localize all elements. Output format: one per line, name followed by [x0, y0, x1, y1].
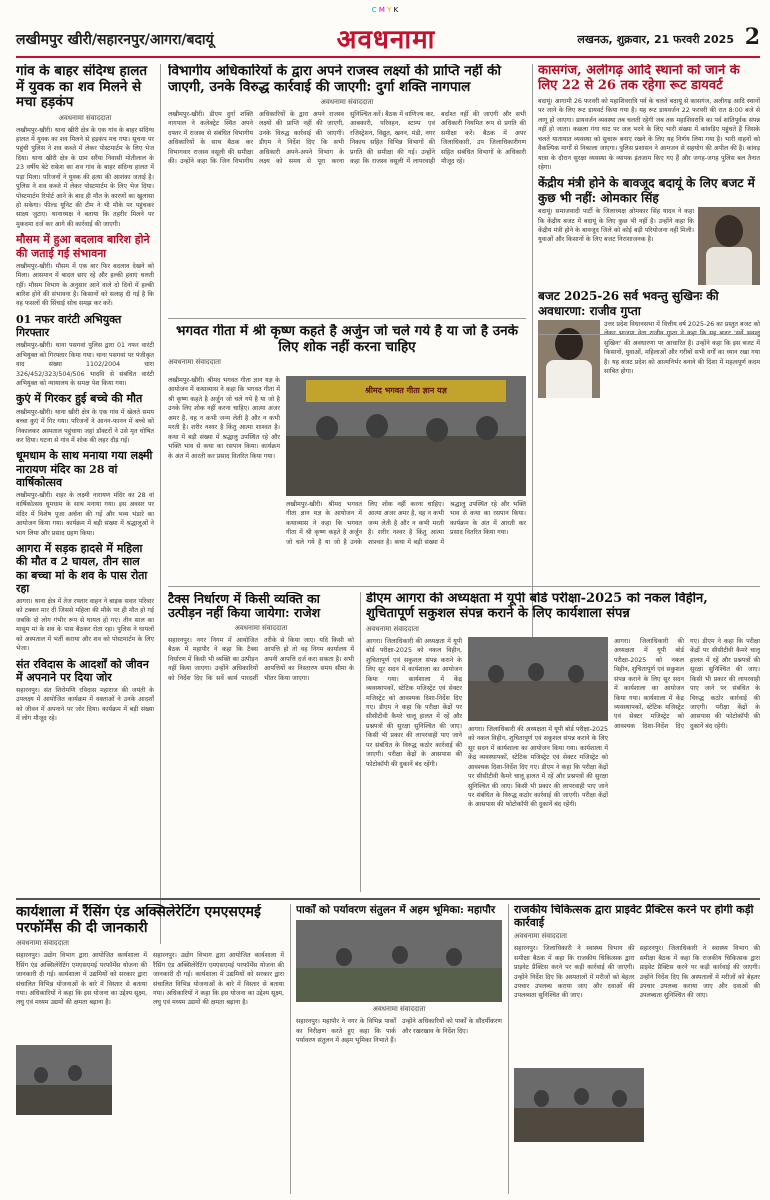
- page-number: 2: [744, 24, 760, 50]
- byline: अवधनामा संवाददाता: [168, 358, 221, 367]
- story-body: लखीमपुर-खीरी। थाना पसगवां पुलिस द्वारा 01 नफर वारंटी अभियुक्त को गिरफ्तार किया गया। थाना पसगवां पर पंजीकृत वाद संख्या 1102/2004 धारा 326/452/323/504/506 भादवि से संबंधित वारंटी अभियुक्त को न्यायालय के समक्ष पेश किया गया।: [16, 342, 154, 388]
- story-route-diversion: [538, 64, 760, 664]
- sub-headline: बजट 2025-26 सर्व भवन्तु सुखिनः की अवधारणा: राजीव गुप्ता: [538, 289, 719, 318]
- story-headline: विभागीय अधिकारियों के द्वारा अपने राजस्व लक्ष्यों की प्राप्ति नहीं की जाएगी, उनके विरुद्ध कार्रवाई की जाएगी: दुर्गा शक्ति नागपाल: [168, 64, 502, 95]
- story-headline: कासगंज, अलीगढ़ आदि स्थानों को जाने के लिए 22 से 26 तक रहेगा रूट डायवर्ट: [538, 64, 740, 93]
- edition-list: लखीमपुर खीरी/सहारनपुर/आगरा/बदायूं: [16, 32, 214, 48]
- byline: अवधनामा संवाददाता: [234, 623, 288, 632]
- issue-date: लखनऊ, शुक्रवार, 21 फरवरी 2025: [577, 33, 734, 46]
- story-body: आगरा। जिलाधिकारी की अध्यक्षता में यूपी बोर्ड परीक्षा-2025 को नकल विहीन, शुचितापूर्ण एवं सकुशल संपन्न कराने के लिए सूर सदन में कार्यशाला का आयोजन किया गया। कार्यशाला में केंद्र व्यवस्थापकों, स्टेटिक मजिस्ट्रेट एवं सेक्टर मजिस्ट्रेट को आवश्यक दिशा-निर्देश दिए गए। डीएम ने कहा कि परीक्षा केंद्रों पर सीसीटीवी कैमरे चालू हालत में रहें और प्रश्नपत्रों की सुरक्षा सुनिश्चित की जाए। किसी भी प्रकार की लापरवाही पाए जाने पर संबंधित के विरुद्ध कठोर कार्रवाई की जाएगी। परीक्षा केंद्रों के आसपास की फोटोकॉपी की दुकानें बंद रहेंगी।: [366, 637, 462, 768]
- story-headline: पार्कों को पर्यावरण संतुलन में अहम भूमिका: महापौर: [296, 904, 496, 916]
- masthead: [16, 18, 760, 58]
- photo-banner-text: श्रीमद भगवत गीता ज्ञान यज्ञ: [365, 386, 447, 395]
- story-headline: गांव के बाहर संदिग्ध हालत में युवक का शव मिलने से मचा हड़कंप: [16, 64, 148, 111]
- event-photo: [286, 376, 526, 496]
- logo-text: अवधनामा: [336, 25, 436, 55]
- story-body: सहारनपुर। उद्योग विभाग द्वारा आयोजित कार्यशाला में रैंसिंग एंड अक्सिलेरेटिंग एमएसएमई परफॉर्मेंस योजना की जानकारी दी गई। कार्यशाला में उद्यमियों को सरकार द्वारा संचालित विभिन्न योजनाओं के बारे में विस्तार से बताया गया। अधिकारियों ने कहा कि इस योजना का उद्देश्य सूक्ष्म, लघु एवं मध्यम उद्यमों की क्षमता बढ़ाना है।: [16, 952, 147, 1007]
- sub-headline: केंद्रीय मंत्री होने के बावजूद बदायूं के लिए बजट में कुछ भी नहीं: ओमकार सिंह: [538, 176, 755, 205]
- story-parks-environment: [296, 904, 502, 1194]
- byline: अवधनामा संवाददाता: [16, 939, 69, 948]
- sub-headline: 01 नफर वारंटी अभियुक्त गिरफ्तार: [16, 312, 122, 340]
- story-body: लखीमपुर-खीरी। मौसम में एक बार फिर बदलाव देखने को मिला। आसमान में बादल छाए रहे और हल्की हवाएं चलती रहीं। मौसम विभाग के अनुसार आने वाले दो दिनों में हल्की बारिश होने की संभावना है। किसानों को सलाह दी गई है कि वह फसलों की सिंचाई सोच समझ कर करें।: [16, 262, 154, 308]
- meeting-photo: [514, 1068, 644, 1142]
- byline: अवधनामा संवाददाता: [372, 1005, 426, 1014]
- story-body: लखीमपुर-खीरी। थाना खीरी क्षेत्र के एक गांव के बाहर संदिग्ध हालत में युवक का शव मिलने से हड़कंप मच गया। सूचना पर पहुंची पुलिस ने शव कब्जे में लेकर पोस्टमार्टम के लिए भेज दिया। थाना खीरी क्षेत्र के ग्राम सरैंया निवासी मोतीलाल के 23 वर्षीय बेटे राकेश का शव गांव के बाहर संदिग्ध हालत में पड़ा मिला। परिजनों ने युवक की हत्या की आशंका जताई है। पुलिस ने शव कब्जे में लेकर पोस्टमार्टम के लिए भेज दिया। पोस्टमार्टम रिपोर्ट आने के बाद ही मौत के कारणों का खुलासा हो सकेगा। फील्ड यूनिट की टीम ने भी मौके पर पहुंचकर साक्ष्य जुटाए। थानाध्यक्ष ने बताया कि तहरीर मिलने पर मुकदमा दर्ज कर आगे की कार्रवाई की जाएगी।: [16, 126, 154, 228]
- story-gita-discourse: [168, 324, 526, 580]
- story-body: बदायूं। आगामी 26 फरवरी को महाशिवरात्रि पर्व के चलते बदायूं से कासगंज, अलीगढ़ आदि स्थानों पर जाने के लिए रूट डायवर्ट किया गया है। यह रूट डायवर्जन 22 फरवरी की रात 8:00 बजे से लागू हो जाएगा। डायवर्जन व्यवस्था तब चलती रहेगी जब तक महाशिवरात्रि का पर्व शांतिपूर्वक संपन्न नहीं हो जाता। कछला गंगा घाट पर जल भरने के लिए भारी संख्या में कांवड़िए पहुंचते हैं जिसके चलते यातायात व्यवस्था को सुचारू बनाए रखने के लिए यह निर्णय लिया गया है। भारी वाहनों को वैकल्पिक मार्गों से निकाला जाएगा। पुलिस प्रशासन ने आमजन से सहयोग की अपील की है। कांवड़ यात्रा के दौरान सुरक्षा व्यवस्था के व्यापक इंतजाम किए गए हैं और जगह-जगह पुलिस बल तैनात रहेगा।: [538, 97, 760, 171]
- byline: अवधनामा संवाददाता: [366, 624, 419, 633]
- story-headline: राजकीय चिकित्सक द्वारा प्राइवेट प्रैक्टिस करने पर होगी कड़ी कार्रवाई: [514, 904, 754, 929]
- portrait-photo: [698, 207, 760, 285]
- sub-headline: आगरा में सड़क हादसे में महिला की मौत व 2 घायल, तीन साल का बच्चा मां के शव के पास रोता रहा: [16, 542, 148, 595]
- story-revenue-review: [168, 64, 526, 314]
- sub-headline: धूमधाम के साथ मनाया गया लक्ष्मी नारायण मंदिर का 28 वां वार्षिकोत्सव: [16, 449, 153, 489]
- story-body: लखीमपुर-खीरी। डीएम दुर्गा शक्ति नागपाल ने कलेक्ट्रेट स्थित अपने दफ्तर में राजस्व से संबंधित विभागीय अधिकारियों के साथ बैठक कर विभागवार राजस्व वसूली की समीक्षा की। उन्होंने कहा कि जिन विभागीय अधिकारियों के द्वारा अपने राजस्व लक्ष्यों की प्राप्ति नहीं की जाएगी, उनके विरुद्ध कार्रवाई की जाएगी। डीएम ने निर्देश दिए कि सभी अधिकारी अपने-अपने विभाग के लक्ष्य को समय से पूरा करना सुनिश्चित करें। बैठक में वाणिज्य कर, आबकारी, परिवहन, स्टाम्प एवं रजिस्ट्रेशन, विद्युत, खनन, मंडी, नगर निकाय सहित विभिन्न विभागों की प्रगति की समीक्षा की गई। उन्होंने कहा कि राजस्व वसूली में लापरवाही बर्दाश्त नहीं की जाएगी और सभी अधिकारी नियमित रूप से प्रगति की समीक्षा करें। बैठक में अपर जिलाधिकारी, उप जिलाधिकारीगण सहित संबंधित विभागों के अधिकारी मौजूद रहे।: [168, 111, 526, 166]
- story-body: लखीमपुर-खीरी। शहर के लक्ष्मी नारायण मंदिर का 28 वां वार्षिकोत्सव धूमधाम के साथ मनाया गया। इस अवसर पर मंदिर में विशेष पूजा अर्चना की गई और भव्य भंडारे का आयोजन किया गया। कार्यक्रम में बड़ी संख्या में श्रद्धालुओं ने भाग लिया और प्रसाद ग्रहण किया।: [16, 491, 154, 537]
- story-body: सहारनपुर। जिलाधिकारी ने स्वास्थ्य विभाग की समीक्षा बैठक में कहा कि राजकीय चिकित्सक द्वारा प्राइवेट प्रैक्टिस करने पर कड़ी कार्रवाई की जाएगी। उन्होंने निर्देश दिए कि अस्पतालों में मरीजों को बेहतर उपचार उपलब्ध कराया जाए और दवाओं की उपलब्धता सुनिश्चित की जाए।: [639, 945, 760, 1000]
- byline: अवधनामा संवाददाता: [58, 113, 112, 122]
- sub-headline: संत रविदास के आदर्शों को जीवन में अपनाने पर दिया जोर: [16, 657, 149, 684]
- story-tax-assessment: [168, 592, 354, 892]
- sub-headline: मौसम में हुआ बदलाव बारिश होने की जताई गई संभावना: [16, 233, 150, 260]
- byline: अवधनामा संवाददाता: [514, 932, 567, 941]
- story-body: उत्तर प्रदेश विधानसभा में वित्तीय वर्ष 2025-26 का प्रस्तुत बजट को सुखिनः' की अवधारणा पर आधारित है। उन्होंने कहा कि इस बजट में किसानों, युवाओं, महिलाओं और गरीबों सभी वर्गों का ध्यान रखा गया है। यह बजट प्रदेश को आत्मनिर्भर बनाने की दिशा में महत्वपूर्ण कदम साबित होगा।: [604, 320, 760, 376]
- story-body: सहारनपुर। नगर निगम में आयोजित बैठक में महापौर ने कहा कि टैक्स निर्धारण में किसी भी व्यक्ति का उत्पीड़न नहीं किया जाएगा। उन्होंने अधिकारियों को निर्देश दिए कि सर्वे कार्य पारदर्शी तरीके से किया जाए। यदि किसी को आपत्ति हो तो वह निगम कार्यालय में अपनी आपत्ति दर्ज करा सकता है। सभी आपत्तियों का निस्तारण समय सीमा के भीतर किया जाएगा।: [168, 636, 354, 682]
- story-headline: टैक्स निर्धारण में किसी व्यक्ति का उत्पीड़न नहीं किया जायेगा: राजेश: [168, 592, 321, 621]
- sub-headline: कुएं में गिरकर हुई बच्चे की मौत: [16, 392, 143, 406]
- msme-photo: [16, 1045, 112, 1115]
- story-body: आगरा। थाना क्षेत्र में तेज रफ्तार वाहन ने बाइक सवार परिवार को टक्कर मार दी जिससे महिला की मौके पर ही मौत हो गई जबकि दो लोग गंभीर रूप से घायल हो गए। तीन साल का मासूम मां के शव के पास बैठकर रोता रहा। पुलिस ने घायलों को अस्पताल में भर्ती कराया और शव को पोस्टमार्टम के लिए भेजा।: [16, 597, 154, 653]
- story-body: लखीमपुर-खीरी। थाना खीरी क्षेत्र के एक गांव में खेलते समय बच्चा कुएं में गिर गया। परिजनों ने आनन-फानन में बच्चे को निकालकर अस्पताल पहुंचाया जहां डॉक्टरों ने उसे मृत घोषित कर दिया। घटना से गांव में शोक की लहर दौड़ गई।: [16, 408, 154, 444]
- cmyk-marks: C M Y K: [371, 6, 399, 14]
- story-body: सहारनपुर। उद्योग विभाग द्वारा आयोजित कार्यशाला में रैंसिंग एंड अक्सिलेरेटिंग एमएसएमई परफॉर्मेंस योजना की जानकारी दी गई। कार्यशाला में उद्यमियों को सरकार द्वारा संचालित विभिन्न योजनाओं के बारे में विस्तार से बताया गया। अधिकारियों ने कहा कि इस योजना का उद्देश्य सूक्ष्म, लघु एवं मध्यम उद्यमों की क्षमता बढ़ाना है।: [153, 952, 284, 1007]
- story-msme-workshop: [16, 904, 284, 1194]
- story-body: सहारनपुर। जिलाधिकारी ने स्वास्थ्य विभाग की समीक्षा बैठक में कहा कि राजकीय चिकित्सक द्वारा प्राइवेट प्रैक्टिस करने पर कड़ी कार्रवाई की जाएगी। उन्होंने निर्देश दिए कि अस्पतालों में मरीजों को बेहतर उपचार उपलब्ध कराया जाए और दवाओं की उपलब्धता सुनिश्चित की जाए।: [514, 945, 635, 1000]
- story-headline: डीएम आगरा की अध्यक्षता में यूपी बोर्ड परीक्षा-2025 को नकल विहीन, शुचितापूर्ण सकुशल संपन्न कराने के लिए कार्यशाला संपन्न: [366, 592, 708, 621]
- story-body: सहारनपुर। महापौर ने नगर के विभिन्न पार्कों का निरीक्षण करते हुए कहा कि पार्क पर्यावरण संतुलन में अहम भूमिका निभाते हैं। उन्होंने अधिकारियों को पार्कों के सौंदर्यीकरण और रखरखाव के निर्देश दिए।: [296, 1018, 502, 1044]
- parks-photo: [296, 920, 502, 1002]
- newspaper-logo: [316, 18, 456, 56]
- story-body: आगरा। जिलाधिकारी की अध्यक्षता में यूपी बोर्ड परीक्षा-2025 को नकल विहीन, शुचितापूर्ण एवं सकुशल संपन्न कराने के लिए सूर सदन में कार्यशाला का आयोजन किया गया। कार्यशाला में केंद्र व्यवस्थापकों, स्टेटिक मजिस्ट्रेट एवं सेक्टर मजिस्ट्रेट को आवश्यक दिशा-निर्देश दिए गए। डीएम ने कहा कि परीक्षा केंद्रों पर सीसीटीवी कैमरे चालू हालत में रहें और प्रश्नपत्रों की सुरक्षा सुनिश्चित की जाए। किसी भी प्रकार की लापरवाही पाए जाने पर संबंधित के विरुद्ध कठोर कार्रवाई की जाएगी। परीक्षा केंद्रों के आसपास की फोटोकॉपी की दुकानें बंद रहेंगी।: [468, 725, 608, 809]
- story-board-exam-workshop: [366, 592, 760, 892]
- story-body: आगरा। जिलाधिकारी की अध्यक्षता में यूपी बोर्ड परीक्षा-2025 को नकल विहीन, शुचितापूर्ण एवं सकुशल संपन्न कराने के लिए सूर सदन में कार्यशाला का आयोजन किया गया। कार्यशाला में केंद्र व्यवस्थापकों, स्टेटिक मजिस्ट्रेट एवं सेक्टर मजिस्ट्रेट को आवश्यक दिशा-निर्देश दिए गए। डीएम ने कहा कि परीक्षा केंद्रों पर सीसीटीवी कैमरे चालू हालत में रहें और प्रश्नपत्रों की सुरक्षा सुनिश्चित की जाए। किसी भी प्रकार की लापरवाही पाए जाने पर संबंधित के विरुद्ध कठोर कार्रवाई की जाएगी। परीक्षा केंद्रों के आसपास की फोटोकॉपी की दुकानें बंद रहेंगी।: [614, 637, 760, 730]
- story-body: लखीमपुर-खीरी। श्रीमद भगवत गीता ज्ञान यज्ञ के आयोजन में कथाव्यास ने कहा कि भगवत गीता में श्री कृष्ण कहते है अर्जुन जो चले गये है या जो है उनके लिए शोक नहीं करना चाहिए। आत्मा अजर अमर है, वह न कभी जन्म लेती है और न कभी मरती है। शरीर नश्वर है किंतु आत्मा शाश्वत है। कथा में बड़ी संख्या में श्रद्धालु उपस्थित रहे और भक्ति भाव से कथा का रसपान किया। कार्यक्रम के अंत में आरती कर प्रसाद वितरित किया गया।: [168, 377, 280, 460]
- story-body: सहारनपुर। संत शिरोमणि रविदास महाराज की जयंती के उपलक्ष्य में आयोजित कार्यक्रम में वक्ताओं ने उनके आदर्शों को जीवन में अपनाने पर जोर दिया। कार्यक्रम में बड़ी संख्या में लोग मौजूद रहे।: [16, 686, 154, 723]
- story-headline: कार्यशाला में रैंसिंग एंड अक्सिलेरेटिंग एमएसएमई परफॉर्मेंस की दी जानकारी: [16, 904, 261, 937]
- story-body: बदायूं। समाजवादी पार्टी के जिलाध्यक्ष ओमकार सिंह यादव ने कहा कि केंद्रीय बजट में बदायूं के लिए कुछ भी नहीं है। उन्होंने कहा कि केंद्रीय मंत्री होने के बावजूद जिले को कोई बड़ी परियोजना नहीं मिली। युवाओं और किसानों के लिए बजट निराशाजनक है।: [538, 208, 694, 244]
- story-headline: भगवत गीता में श्री कृष्ण कहते है अर्जुन जो चले गये है या जो है उनके लिए शोक नहीं करना चाहिए: [175, 324, 518, 355]
- story-body: लखीमपुर-खीरी। श्रीमद भगवत गीता ज्ञान यज्ञ के आयोजन में कथाव्यास ने कहा कि भगवत गीता में श्री कृष्ण कहते है अर्जुन जो चले गये है या जो है उनके लिए शोक नहीं करना चाहिए। आत्मा अजर अमर है, वह न कभी जन्म लेती है और न कभी मरती है। शरीर नश्वर है किंतु आत्मा शाश्वत है। कथा में बड़ी संख्या में श्रद्धालु उपस्थित रहे और भक्ति भाव से कथा का रसपान किया। कार्यक्रम के अंत में आरती कर प्रसाद वितरित किया गया।: [286, 501, 526, 546]
- workshop-photo: [468, 637, 608, 721]
- story-doctors-private-practice: [514, 904, 760, 1194]
- portrait-photo: [538, 320, 600, 398]
- byline: अवधनामा संवाददाता: [320, 98, 374, 107]
- story-left-column: [16, 64, 154, 944]
